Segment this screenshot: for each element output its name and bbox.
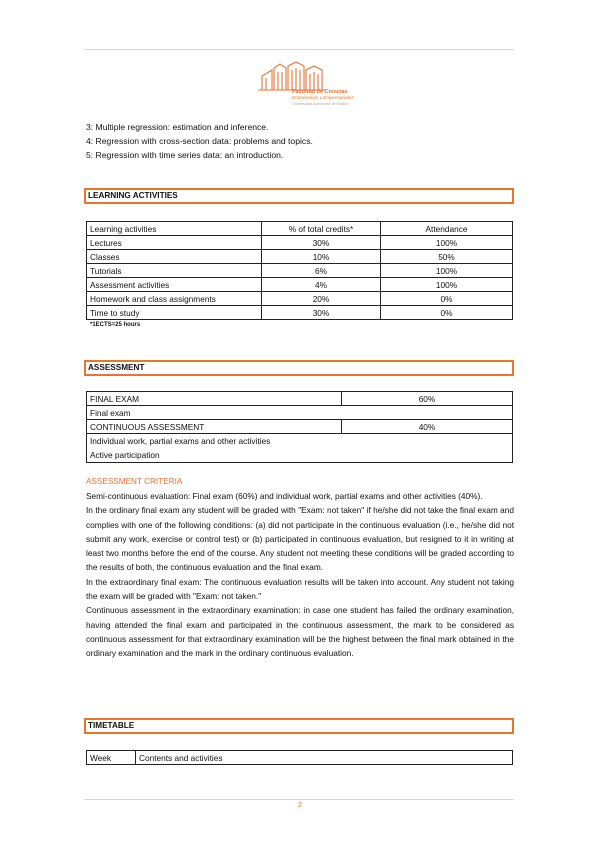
final-exam-label: FINAL EXAM <box>87 392 342 406</box>
table-cell: 20% <box>262 292 381 306</box>
table-row <box>87 278 513 292</box>
assessment-table <box>86 391 513 463</box>
criteria-paragraph: In the ordinary final exam any student will be graded with "Exam: not taken" if he/she did not take the final exam and complies with one of the following conditions: (a) did not participate in the continuous evaluation (i.e., he/she did not submit any work, exercise or control test) or (b) participated in continuous evaluation, but resigned to it in writing at least two months before the end of the course. Any student not meeting these conditions will be graded according to the results of both, the continuous evaluation and the final exam. <box>86 505 514 573</box>
table-cell: Assessment activities <box>87 278 262 292</box>
assessment-criteria-heading: ASSESSMENT CRITERIA <box>86 477 183 486</box>
criteria-paragraph: Continuous assessment in the extraordinary examination: in case one student has failed the ordinary examination, having attended the final exam and participated in the continuous assessment, the mark to be considered as continuous assessment for that extraordinary examination will be the highest between the final mark obtained in the ordinary examination and the mark in the ordinary continuous evaluation. <box>86 605 514 659</box>
continuous-assessment-label: CONTINUOUS ASSESSMENT <box>87 420 342 434</box>
timetable-table <box>86 750 513 765</box>
assessment-criteria-text <box>86 489 514 661</box>
logo-line-2: Económicas y Empresariales <box>292 96 354 101</box>
table-cell: 50% <box>381 250 513 264</box>
column-header: Attendance <box>381 222 513 236</box>
logo-line-1: Facultad de Ciencias <box>292 89 348 95</box>
assessment-heading: ASSESSMENT <box>84 360 514 376</box>
table-cell: Time to study <box>87 306 262 320</box>
table-cell: 6% <box>262 264 381 278</box>
table-cell: 30% <box>262 306 381 320</box>
table-cell: 0% <box>381 292 513 306</box>
criteria-paragraph: In the extraordinary final exam: The continuous evaluation results will be taken into account. Any student not taking the exam will be graded with "Exam: not taken." <box>86 576 514 602</box>
table-cell: 100% <box>381 236 513 250</box>
table-cell: 0% <box>381 306 513 320</box>
table-cell: 100% <box>381 264 513 278</box>
continuous-item: Active participation <box>90 450 160 460</box>
table-cell: 4% <box>262 278 381 292</box>
continuous-item: Individual work, partial exams and other activities <box>90 436 271 446</box>
learning-activities-table <box>86 221 513 320</box>
table-row <box>87 420 513 434</box>
table-row <box>87 306 513 320</box>
table-cell: 100% <box>381 278 513 292</box>
final-exam-pct: 60% <box>342 392 513 406</box>
continuous-items <box>87 434 513 463</box>
topic-item: 5: Regression with time series data: an introduction. <box>86 150 284 160</box>
topic-item: 3: Multiple regression: estimation and inference. <box>86 122 269 132</box>
criteria-paragraph: Semi-continuous evaluation: Final exam (60%) and individual work, partial exams and other activities (40%). <box>86 491 483 501</box>
table-row <box>87 406 513 420</box>
page-number: 2 <box>298 802 302 809</box>
topic-item: 4: Regression with cross-section data: problems and topics. <box>86 136 313 146</box>
table-cell: Tutorials <box>87 264 262 278</box>
table-header-row <box>87 222 513 236</box>
continuous-assessment-pct: 40% <box>342 420 513 434</box>
final-exam-item: Final exam <box>87 406 513 420</box>
table-header-row <box>87 751 513 765</box>
timetable-heading: TIMETABLE <box>84 718 514 734</box>
topic-list <box>86 120 313 162</box>
table-row <box>87 264 513 278</box>
column-header: Week <box>87 751 136 765</box>
column-header: % of total credits* <box>262 222 381 236</box>
column-header: Contents and activities <box>136 751 513 765</box>
footer-rule <box>84 799 514 800</box>
table-row <box>87 236 513 250</box>
table-row <box>87 392 513 406</box>
ects-footnote: *1ECTS=25 hours <box>90 322 141 328</box>
header-rule <box>84 49 514 50</box>
table-row <box>87 292 513 306</box>
table-cell: 10% <box>262 250 381 264</box>
table-cell: Homework and class assignments <box>87 292 262 306</box>
table-cell: Classes <box>87 250 262 264</box>
table-cell: Lectures <box>87 236 262 250</box>
learning-activities-heading: LEARNING ACTIVITIES <box>84 188 514 204</box>
table-row <box>87 250 513 264</box>
logo-line-3: Universidad Autónoma de Madrid <box>292 102 349 106</box>
column-header: Learning activities <box>87 222 262 236</box>
table-cell: 30% <box>262 236 381 250</box>
table-row <box>87 434 513 463</box>
